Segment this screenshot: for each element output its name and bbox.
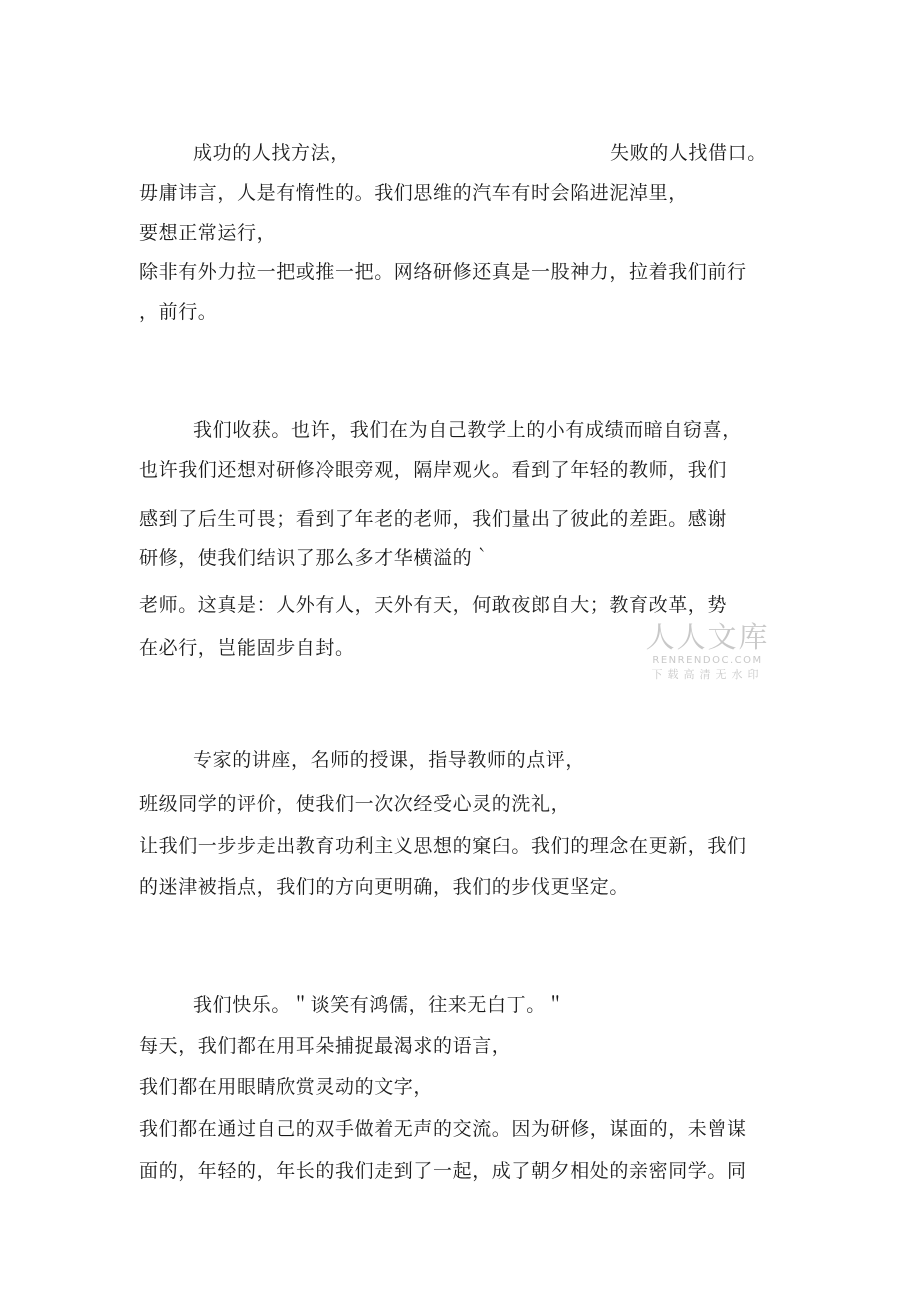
- paragraph-4-line-5: 面的，年轻的，年长的我们走到了一起，成了朝夕相处的亲密同学。同: [139, 1160, 747, 1182]
- paragraph-1-line-5: ，前行。: [139, 301, 218, 323]
- paragraph-4-line-1: 我们快乐。＂谈笑有鸿儒，往来无白丁。＂: [193, 994, 566, 1016]
- paragraph-2-line-3: 感到了后生可畏；看到了年老的老师，我们量出了彼此的差距。感谢: [139, 508, 728, 530]
- paragraph-1-line-1-right: 失败的人找借口。: [610, 142, 767, 164]
- paragraph-1-line-2: 毋庸讳言，人是有惰性的。我们思维的汽车有时会陷进泥淖里，: [139, 182, 688, 204]
- paragraph-2-line-4: 研修，使我们结识了那么多才华横溢的｀: [139, 547, 492, 569]
- paragraph-4-line-4: 我们都在通过自己的双手做着无声的交流。因为研修，谋面的，未曾谋: [139, 1118, 747, 1140]
- paragraph-1-line-3: 要想正常运行，: [139, 222, 277, 244]
- watermark-title: 人人文库: [645, 620, 770, 654]
- paragraph-2-line-2: 也许我们还想对研修冷眼旁观，隔岸观火。看到了年轻的教师，我们: [139, 459, 728, 481]
- paragraph-2-line-5: 老师。这真是：人外有人，天外有天，何敢夜郎自大；教育改革，势: [139, 594, 728, 616]
- paragraph-4-line-3: 我们都在用眼睛欣赏灵动的文字，: [139, 1076, 434, 1098]
- paragraph-3-line-2: 班级同学的评价，使我们一次次经受心灵的洗礼，: [139, 793, 571, 815]
- paragraph-3-line-3: 让我们一步步走出教育功利主义思想的窠臼。我们的理念在更新，我们: [139, 835, 747, 857]
- paragraph-3-line-1: 专家的讲座，名师的授课，指导教师的点评，: [193, 749, 586, 771]
- paragraph-1-line-1: 成功的人找方法，: [193, 142, 350, 164]
- paragraph-4-line-2: 每天，我们都在用耳朵捕捉最渴求的语言，: [139, 1035, 512, 1057]
- paragraph-1-line-4: 除非有外力拉一把或推一把。网络研修还真是一股神力，拉着我们前行: [139, 261, 747, 283]
- paragraph-2-line-6: 在必行，岂能固步自封。: [139, 637, 355, 659]
- paragraph-2-line-1: 我们收获。也许，我们在为自己教学上的小有成绩而暗自窃喜，: [193, 419, 742, 441]
- watermark-url: RENRENDOC.COM: [652, 655, 763, 666]
- watermark-subtitle: 下载高清无水印: [651, 668, 764, 681]
- paragraph-3-line-4: 的迷津被指点，我们的方向更明确，我们的步伐更坚定。: [139, 876, 630, 898]
- renrendoc-watermark: [640, 620, 775, 682]
